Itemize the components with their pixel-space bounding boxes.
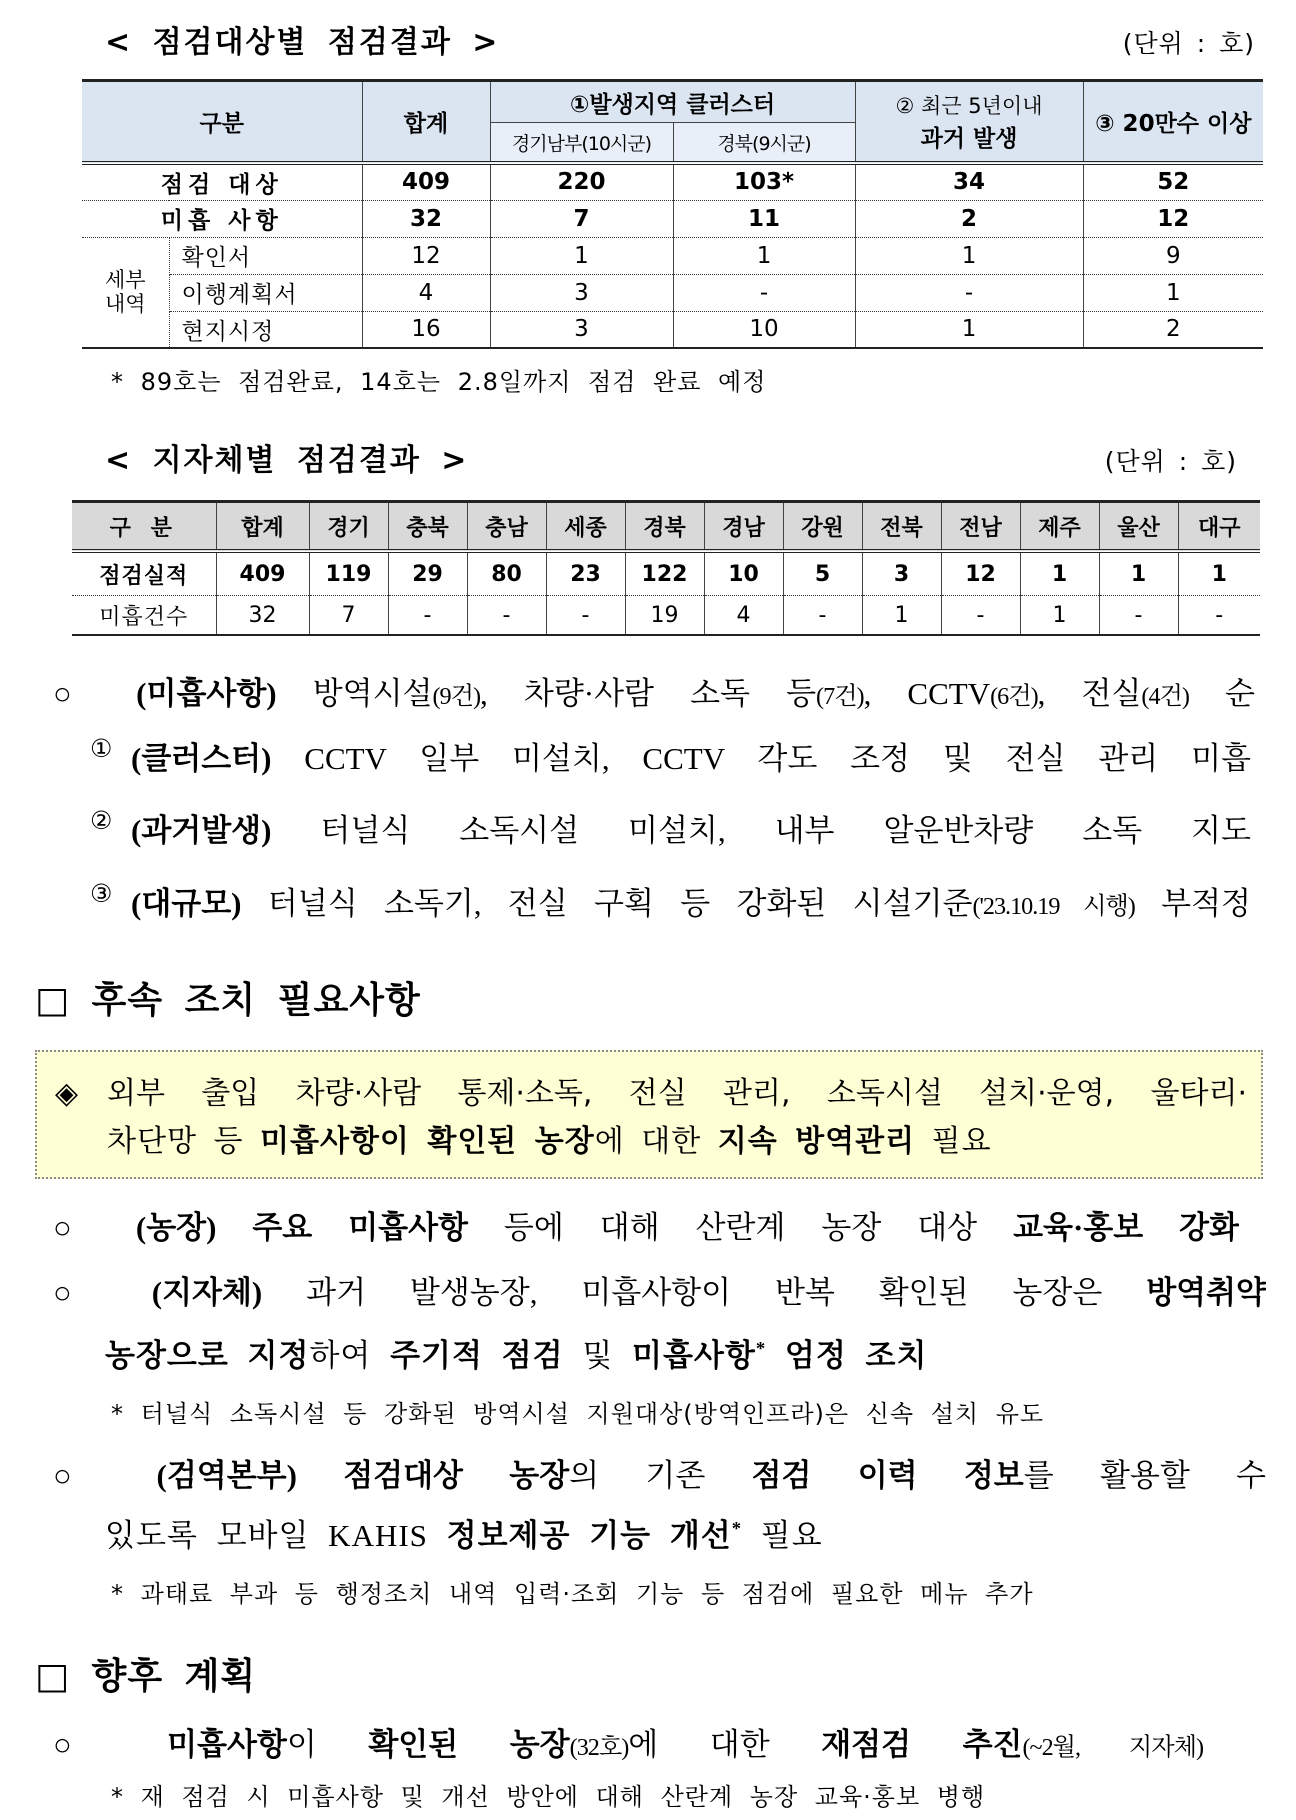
header-row (72, 502, 1260, 552)
local-gov-action-line2 (105, 1334, 927, 1378)
table-cell: 3 (490, 311, 673, 348)
count-segment: (7건) (816, 683, 864, 710)
column-header: 전북 (862, 502, 941, 552)
hq-action-line2 (105, 1514, 823, 1558)
column-header: 충북 (388, 502, 467, 552)
column-header-category: 구분 (82, 81, 362, 164)
header-row (82, 81, 1263, 123)
row-label: 현지시정 (169, 311, 362, 348)
table-cell: 3 (490, 274, 673, 311)
results-by-target-table (82, 79, 1263, 349)
table-cell: 19 (625, 596, 704, 636)
table-cell: 23 (546, 551, 625, 596)
box-line (107, 1118, 1247, 1166)
detail-group-label (82, 237, 169, 348)
table-row (72, 596, 1260, 636)
item-label: (대규모) (131, 886, 242, 921)
box-line: 외부 출입 차량·사람 통제·소독, 전실 관리, 소독시설 설치·운영, 울타리· (107, 1076, 1247, 1111)
table-cell: 1 (673, 237, 855, 274)
table-row (82, 274, 1263, 311)
table-cell: 52 (1083, 163, 1263, 200)
column-header: 전남 (941, 502, 1020, 552)
column-header: 구 분 (72, 502, 216, 552)
text-segment: 필요 (742, 1518, 823, 1553)
column-header: 강원 (783, 502, 862, 552)
issues-summary (53, 672, 1255, 716)
issue-item-text (131, 737, 1251, 781)
column-header-recent-outbreak (855, 81, 1083, 164)
column-header-large-farm: ③ 20만수 이상 (1083, 81, 1263, 164)
emphasis-segment: 미흡사항 (632, 1338, 756, 1373)
diamond-bullet-icon: ◈ (55, 1076, 79, 1111)
item-label: (클러스터) (131, 741, 272, 776)
text-segment: 터널식 소독기, 전실 구획 등 강화된 시설기준 (241, 886, 973, 921)
issue-item (90, 734, 1251, 781)
emphasis-segment: 점검 이력 정보 (751, 1458, 1024, 1493)
text-segment: CCTV 일부 미설치, CCTV 각도 조정 및 전실 관리 미흡 (271, 741, 1251, 776)
bullet-marker: ○ (53, 676, 101, 711)
text-segment: 및 (563, 1338, 633, 1373)
group-line: 내역 (104, 292, 146, 317)
table-cell: 12 (1083, 200, 1263, 237)
table-cell: - (673, 274, 855, 311)
issue-item (90, 806, 1251, 853)
emphasis-segment: 교육·홍보 강화 (1013, 1210, 1239, 1245)
table-cell: 9 (1083, 237, 1263, 274)
header-line: ② 최근 5년이내 (895, 94, 1043, 118)
text-segment: 를 활용할 수 (1023, 1458, 1266, 1493)
column-header: 경기 (309, 502, 388, 552)
table-cell: 34 (855, 163, 1083, 200)
emphasis-segment: 농장으로 지정 (105, 1338, 310, 1373)
column-header: 대구 (1178, 502, 1260, 552)
table-cell: 16 (362, 311, 490, 348)
table-cell: - (388, 596, 467, 636)
row-label: 미흡건수 (72, 596, 216, 636)
emphasis-segment: 주기적 점검 (390, 1338, 564, 1373)
table-cell: 2 (855, 200, 1083, 237)
row-label: 이행계획서 (169, 274, 362, 311)
column-header-gyeonggi-south: 경기남부(10시군) (490, 123, 673, 164)
table-cell: 7 (490, 200, 673, 237)
table-cell: - (783, 596, 862, 636)
bullet-marker: ○ (53, 1458, 111, 1493)
table-cell: 7 (309, 596, 388, 636)
item-label: (과거발생) (131, 813, 272, 848)
text-segment: 방역시설 (276, 676, 433, 711)
table-cell: 1 (855, 237, 1083, 274)
table-cell: 10 (704, 551, 783, 596)
table-cell: 1 (1099, 551, 1178, 596)
emphasis-segment: (검역본부) (156, 1458, 297, 1493)
plan-heading: □ 향후 계획 (35, 1656, 257, 1697)
emphasis-segment: 방역취약 (1146, 1275, 1266, 1310)
table-cell: 1 (1178, 551, 1260, 596)
table-cell: 12 (941, 551, 1020, 596)
table-cell: 11 (673, 200, 855, 237)
local-gov-footnote: * 터널식 소독시설 등 강화된 방역시설 지원대상(방역인프라)은 신속 설치 유도 (111, 1400, 1045, 1428)
farm-action (53, 1206, 1239, 1250)
column-header: 세종 (546, 502, 625, 552)
table-cell: - (1099, 596, 1178, 636)
unit-label: (단위 : 호) (1104, 447, 1237, 476)
table-cell: 1 (490, 237, 673, 274)
emphasis-segment: 확인된 농장 (368, 1727, 570, 1762)
unit-label: (단위 : 호) (1122, 29, 1255, 58)
table-cell: - (546, 596, 625, 636)
results-by-region-table (72, 500, 1260, 636)
table-cell: 1 (862, 596, 941, 636)
table-cell: 3 (862, 551, 941, 596)
text-segment: 이 (286, 1727, 369, 1762)
emphasis-segment: 미흡사항이 확인된 농장 (260, 1124, 595, 1159)
text-segment: 있도록 모바일 KAHIS (105, 1518, 447, 1553)
column-header: 충남 (467, 502, 546, 552)
table1-footnote: * 89호는 점검완료, 14호는 2.8일까지 점검 완료 예정 (111, 368, 767, 396)
row-label: 미흡 사항 (82, 200, 362, 237)
count-segment: (32호) (569, 1734, 629, 1761)
emphasis-segment: 점검대상 농장 (343, 1458, 570, 1493)
count-segment: (4건) (1141, 683, 1189, 710)
table-cell: 409 (362, 163, 490, 200)
table-cell: 1 (855, 311, 1083, 348)
table-cell: - (467, 596, 546, 636)
issue-item-text (131, 882, 1251, 926)
table-cell: 10 (673, 311, 855, 348)
count-segment: (6건) (990, 683, 1038, 710)
key-message-box (35, 1050, 1263, 1179)
table-cell: 1 (1020, 596, 1099, 636)
item-number: ① (90, 734, 113, 763)
emphasis-segment: 엄정 조치 (766, 1338, 928, 1373)
emphasis-segment: 정보제공 기능 개선 (446, 1518, 732, 1553)
column-header: 제주 (1020, 502, 1099, 552)
row-label: 확인서 (169, 237, 362, 274)
text-segment: 부적정 (1134, 886, 1251, 921)
plan-footnote: * 재 점검 시 미흡사항 및 개선 방안에 대해 산란계 농장 교육·홍보 병행 (111, 1783, 986, 1811)
table-cell: 1 (1083, 274, 1263, 311)
column-header: 경북 (625, 502, 704, 552)
table-cell: 29 (388, 551, 467, 596)
table-cell: 122 (625, 551, 704, 596)
text-segment: 과거 발생농장, 미흡사항이 반복 확인된 농장은 (262, 1275, 1147, 1310)
plan-item (53, 1723, 1203, 1767)
issue-item-text (131, 809, 1251, 853)
table-cell: 4 (362, 274, 490, 311)
text-segment: 의 기존 (569, 1458, 752, 1493)
table-cell: - (1178, 596, 1260, 636)
issue-item (90, 879, 1251, 926)
section-title-by-target: < 점검대상별 점검결과 > (105, 25, 500, 60)
column-header: 울산 (1099, 502, 1178, 552)
table-row (82, 163, 1263, 200)
issues-label: (미흡사항) (136, 676, 277, 711)
group-line: 세부 (104, 268, 146, 293)
emphasis-segment: 지속 방역관리 (717, 1124, 916, 1159)
text-segment: 하여 (309, 1338, 391, 1373)
column-header: 경남 (704, 502, 783, 552)
footnote-mark: * (755, 1338, 767, 1360)
text-segment: 필요 (915, 1124, 992, 1159)
text-segment: 에 대한 (628, 1727, 822, 1762)
table-row (82, 200, 1263, 237)
hq-action-line1 (53, 1454, 1266, 1498)
table-cell: 103* (673, 163, 855, 200)
table-cell: 12 (362, 237, 490, 274)
table-cell: 5 (783, 551, 862, 596)
table-cell: - (941, 596, 1020, 636)
date-segment: ('23.10.19 시행) (972, 893, 1135, 920)
table-cell: 2 (1083, 311, 1263, 348)
table-cell: 32 (362, 200, 490, 237)
table-cell: 119 (309, 551, 388, 596)
text-segment: 에 대한 (594, 1124, 718, 1159)
header-line: 과거 발생 (920, 126, 1018, 152)
count-segment: (9건) (432, 683, 481, 710)
row-label: 점검실적 (72, 551, 216, 596)
table-row (72, 551, 1260, 596)
table-row (82, 311, 1263, 348)
hq-footnote: * 과태료 부과 등 행정조치 내역 입력·조회 기능 등 점검에 필요한 메뉴 추가 (111, 1580, 1034, 1608)
section-title-by-region: < 지자체별 점검결과 > (105, 443, 469, 478)
table-row (82, 237, 1263, 274)
emphasis-segment: 재점검 추진 (821, 1727, 1023, 1762)
table-cell: 409 (216, 551, 309, 596)
local-gov-action-line1 (53, 1271, 1266, 1315)
bullet-marker: ○ (53, 1727, 116, 1762)
column-header-cluster: ①발생지역 클러스터 (490, 81, 855, 123)
item-number: ③ (90, 879, 113, 908)
row-label: 점검 대상 (82, 163, 362, 200)
emphasis-segment: (지자체) (151, 1275, 263, 1310)
text-segment: , 전실 (1037, 676, 1142, 711)
text-segment: , CCTV (863, 676, 991, 711)
table-cell: 32 (216, 596, 309, 636)
emphasis-segment: 미흡사항 (167, 1727, 287, 1762)
text-segment: 터널식 소독시설 미설치, 내부 알운반차량 소독 지도 (271, 813, 1251, 848)
table-cell: 4 (704, 596, 783, 636)
text-segment: 등에 대해 산란계 농장 대상 (467, 1210, 1014, 1245)
table-cell: 220 (490, 163, 673, 200)
text-segment: 차단망 등 (107, 1124, 260, 1159)
table-cell: - (855, 274, 1083, 311)
column-header: 합계 (216, 502, 309, 552)
schedule-segment: (~2월, 지자체) (1022, 1734, 1203, 1761)
table-cell: 80 (467, 551, 546, 596)
text-segment: 순 (1188, 676, 1255, 711)
footnote-mark: * (731, 1518, 743, 1540)
column-header-gyeongbuk: 경북(9시군) (673, 123, 855, 164)
followup-heading: □ 후속 조치 필요사항 (35, 980, 421, 1021)
bullet-marker: ○ (53, 1210, 100, 1245)
item-number: ② (90, 806, 113, 835)
column-header-total: 합계 (362, 81, 490, 164)
bullet-marker: ○ (53, 1275, 108, 1310)
text-segment (297, 1458, 343, 1493)
emphasis-segment: (농장) 주요 미흡사항 (135, 1210, 468, 1245)
table-cell: 1 (1020, 551, 1099, 596)
text-segment: , 차량·사람 소독 등 (480, 676, 817, 711)
